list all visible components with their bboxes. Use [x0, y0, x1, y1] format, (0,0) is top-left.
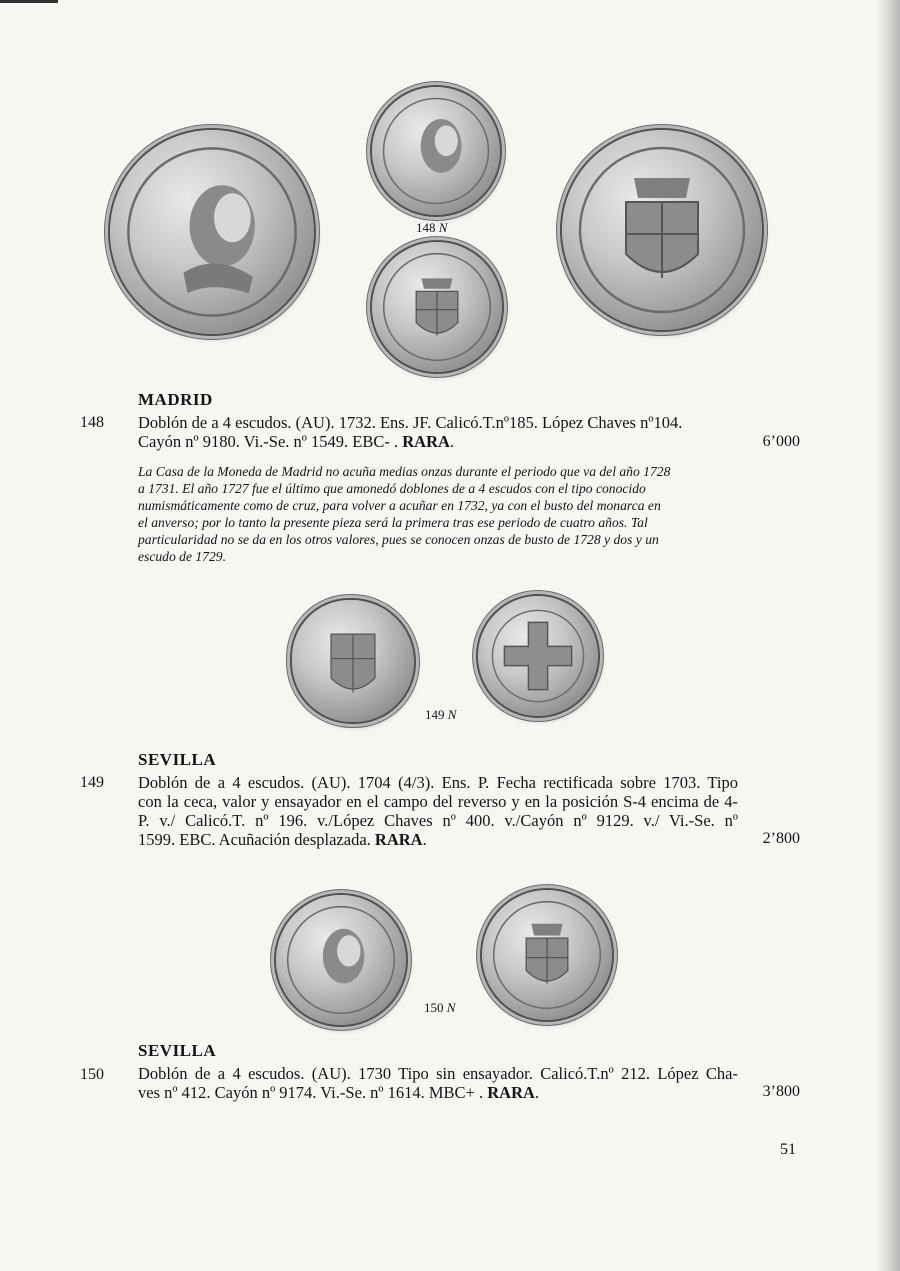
lot-149-line-4: 1599. EBC. Acuñación desplazada. RARA.	[138, 830, 427, 849]
lot-148-note-line-2: a 1731. El año 1727 fue el último que amonedó doblones de a 4 escudos con el tipo conocido	[138, 481, 646, 496]
lot-149-line-1: Doblón de a 4 escudos. (AU). 1704 (4/3). Ens. P. Fecha rectificada sobre 1703. Tipo	[138, 773, 738, 792]
lot-150-description	[138, 1064, 738, 1102]
page-number: 51	[780, 1141, 796, 1158]
lot-149-line-2: con la ceca, valor y ensayador en el campo del reverso y en la posición S-4 encima de 4-	[138, 792, 738, 811]
lot-150-mint-heading: SEVILLA	[138, 1041, 217, 1060]
lot-148-price: 6’000	[762, 433, 800, 450]
lot-149-line-3: P. v./ Calicó.T. nº 196. v./López Chaves nº 400. v./Cayón nº 9129. v./ Vi.-Se. nº	[138, 811, 738, 830]
coin-150-obverse	[276, 895, 406, 1025]
lot-148-rarity: RARA	[402, 432, 450, 451]
coin-149-label: 149 N	[425, 707, 457, 722]
coin-150-label: 150 N	[424, 1000, 456, 1015]
coin-150-reverse	[482, 890, 612, 1020]
coin-148-reverse-small	[372, 242, 502, 372]
lot-148-number: 148	[80, 414, 104, 431]
lot-148-note-line-3: numismáticamente como de cruz, para volver a acuñar en 1732, ya con el busto del monarca en	[138, 498, 661, 513]
lot-149-description	[138, 773, 738, 849]
coin-148-obverse-small	[372, 87, 500, 215]
lot-148-note-line-1: La Casa de la Moneda de Madrid no acuña medias onzas durante el periodo que va del año 1728	[138, 464, 671, 479]
page-edge-mark	[0, 0, 58, 3]
lot-148-note-line-4: el anverso; por lo tanto la presente pieza será la primera tras ese periodo de cuatro años. Tal	[138, 515, 648, 530]
lot-148-note	[138, 463, 738, 565]
coin-149-reverse	[478, 596, 598, 716]
lot-149-mint-heading: SEVILLA	[138, 750, 217, 769]
coin-149-obverse	[292, 600, 414, 722]
lot-149-price: 2’800	[762, 830, 800, 847]
lot-148-mint-heading: MADRID	[138, 390, 213, 409]
lot-149-rarity: RARA	[374, 830, 423, 849]
lot-150-line-1: Doblón de a 4 escudos. (AU). 1730 Tipo sin ensayador. Calicó.T.nº 212. López Cha-	[138, 1064, 738, 1083]
lot-150-price: 3’800	[762, 1083, 800, 1100]
lot-148-line-2: Cayón nº 9180. Vi.-Se. nº 1549. EBC- . RARA.	[138, 432, 455, 451]
lot-150-number: 150	[80, 1066, 104, 1083]
lot-150-line-2: ves nº 412. Cayón nº 9174. Vi.-Se. nº 1614. MBC+ . RARA.	[138, 1083, 540, 1102]
lot-148-note-line-5: particularidad no se da en los otros valores, pues se conocen onzas de busto de 1728 y dos y un	[138, 532, 659, 547]
lot-148-description	[138, 413, 738, 451]
coin-148-obverse-large	[110, 130, 314, 334]
page-spine-shadow	[878, 0, 900, 1271]
lot-148-note-line-6: escudo de 1729.	[138, 549, 226, 564]
lot-149-number: 149	[80, 774, 104, 791]
lot-150-rarity: RARA	[487, 1083, 535, 1102]
coin-148-label: 148 N	[416, 220, 448, 235]
coin-148-reverse-large	[562, 130, 762, 330]
lot-148-line-1: Doblón de a 4 escudos. (AU). 1732. Ens. JF. Calicó.T.nº185. López Chaves nº104.	[138, 413, 683, 432]
